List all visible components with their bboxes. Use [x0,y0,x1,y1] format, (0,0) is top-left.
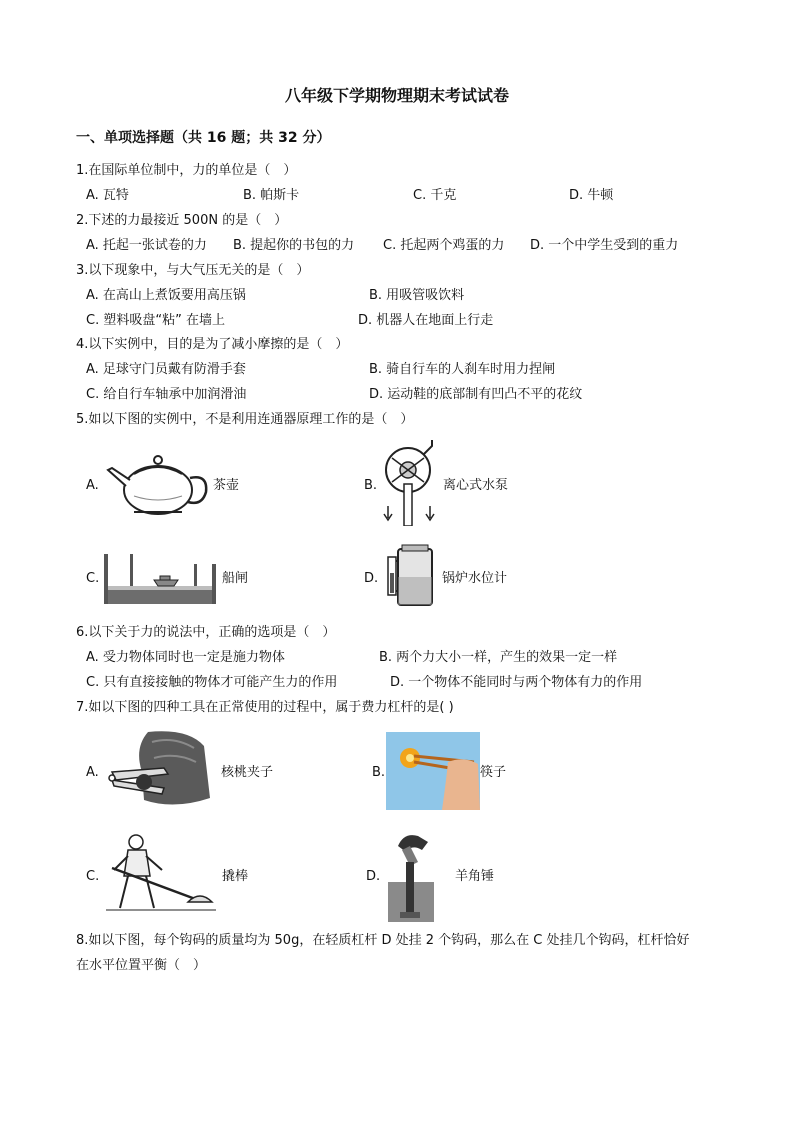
option-d: D. 机器人在地面上行走 [358,313,494,328]
caption-chopsticks: 筷子 [480,765,507,780]
teapot-image [104,448,212,520]
option-d: D. [364,571,379,586]
option-d: D. [366,869,381,884]
option-b: B. [364,478,378,493]
option-a: A. 在高山上煮饭要用高压锅 [86,288,246,303]
option-d: D. 牛顿 [569,188,614,203]
caption-boiler-gauge: 锅炉水位计 [442,571,508,586]
claw-hammer-image [388,828,434,922]
caption-claw-hammer: 羊角锤 [455,869,495,884]
option-d: D. 一个中学生受到的重力 [530,238,679,253]
ship-lock-image [102,550,218,606]
option-b: B. 两个力大小一样，产生的效果一定一样 [379,650,618,665]
option-a: A. 受力物体同时也一定是施力物体 [86,650,285,665]
option-b: B. [372,765,386,780]
option-a: A. [86,478,99,493]
option-c: C. 塑料吸盘“粘” 在墙上 [86,313,225,328]
question-stem: 8.如以下图，每个钩码的质量均为 50g，在轻质杠杆 D 处挂 2 个钩码，那么在 C 处挂几个钩码，杠杆恰好 [76,933,690,948]
nutcracker-image [104,728,214,810]
boiler-gauge-image [386,543,436,609]
option-a: A. 瓦特 [86,188,129,203]
question-stem: 3.以下现象中，与大气压无关的是（ ） [76,263,310,278]
question-stem: 4.以下实例中，目的是为了减小摩擦的是（ ） [76,337,349,352]
exam-title: 八年级下学期物理期末考试试卷 [284,86,509,105]
option-c: C. 给自行车轴承中加润滑油 [86,387,247,402]
option-d: D. 一个物体不能同时与两个物体有力的作用 [390,675,643,690]
question-stem: 5.如以下图的实例中，不是利用连通器原理工作的是（ ） [76,412,414,427]
caption-teapot: 茶壶 [213,478,240,493]
question-stem: 6.以下关于力的说法中，正确的选项是（ ） [76,625,336,640]
question-stem-continued: 在水平位置平衡（ ） [76,958,207,973]
option-a: A. [86,765,99,780]
caption-pump: 离心式水泵 [443,478,509,493]
question-stem: 7.如以下图的四种工具在正常使用的过程中，属于费力杠杆的是( ) [76,700,454,715]
option-c: C. [86,571,100,586]
option-a: A. 足球守门员戴有防滑手套 [86,362,246,377]
option-c: C. 托起两个鸡蛋的力 [383,238,505,253]
option-b: B. 骑自行车的人刹车时用力捏闸 [369,362,556,377]
question-stem: 1.在国际单位制中，力的单位是（ ） [76,163,297,178]
caption-ship-lock: 船闸 [222,571,249,586]
option-b: B. 提起你的书包的力 [233,238,355,253]
question-stem: 2.下述的力最接近 500N 的是（ ） [76,213,288,228]
option-c: C. 只有直接接触的物体才可能产生力的作用 [86,675,338,690]
centrifugal-pump-image [380,440,438,526]
caption-nutcracker: 核桃夹子 [221,765,274,780]
option-a: A. 托起一张试卷的力 [86,238,207,253]
chopsticks-image [386,732,480,810]
option-b: B. 用吸管吸饮料 [369,288,465,303]
section-heading: 一、单项选择题（共 16 题；共 32 分） [76,130,331,146]
crowbar-image [106,830,216,914]
option-c: C. [86,869,100,884]
option-d: D. 运动鞋的底部制有凹凸不平的花纹 [369,387,583,402]
caption-crowbar: 撬棒 [222,869,249,884]
option-c: C. 千克 [413,188,457,203]
option-b: B. 帕斯卡 [243,188,300,203]
